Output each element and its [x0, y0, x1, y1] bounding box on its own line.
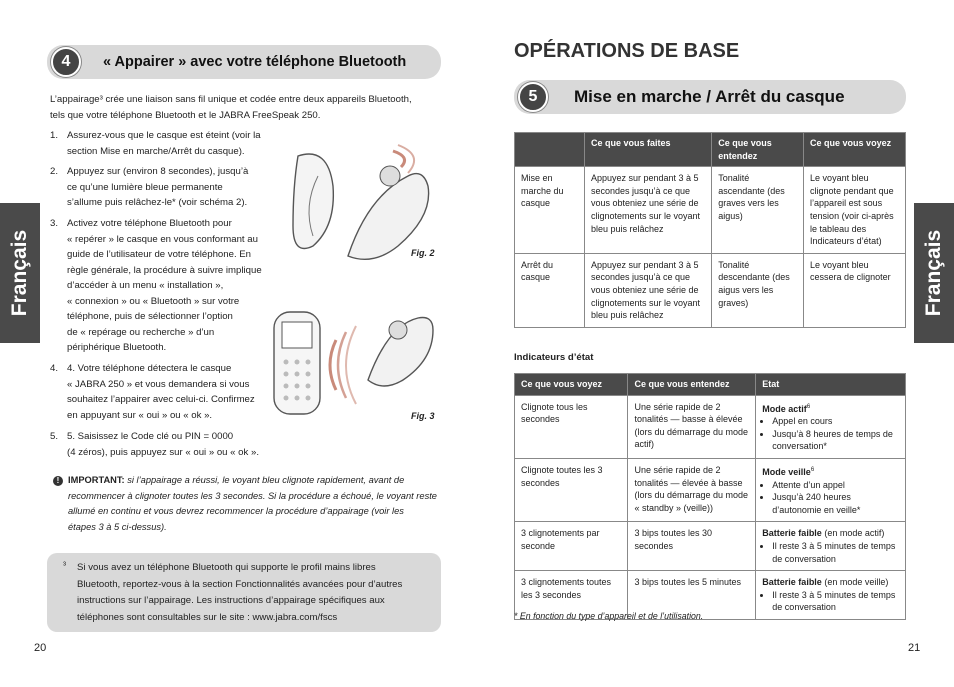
- side-tab-label: Français: [8, 229, 32, 317]
- power-table: [514, 132, 906, 328]
- table-cell: Mode veille$^6$ • Attente d’un appel • Jusqu’à 240 heures d’autonomie en veille*: [756, 458, 906, 521]
- intro-text: L’appairage³ crée une liaison sans fil unique et codée entre deux appareils Bluetooth, tels que votre téléphone Bluetooth et le JABRA FreeSpeak 250.: [50, 94, 412, 121]
- important-icon: !: [53, 476, 63, 486]
- step-number: 1.: [50, 130, 59, 141]
- page-number-right: 21: [908, 642, 921, 654]
- indicators-title: Indicateurs d’état: [514, 352, 594, 363]
- table-cell: Mise en marche du casque: [515, 167, 585, 254]
- table-footnote: * En fonction du type d’appareil et de l’utilisation.: [514, 611, 704, 621]
- table-cell: Appuyez sur pendant 3 à 5 secondes jusqu’à ce que vous obteniez une série de clignotements sur le voyant bleu puis relâchez: [584, 253, 711, 327]
- section-header-4: [47, 45, 441, 79]
- section-header-5: [514, 80, 906, 114]
- table-cell: Le voyant bleu cessera de clignoter: [804, 253, 906, 327]
- important-note: IMPORTANT: si l’appairage a réussi, le voyant bleu clignote rapidement, avant de recommencer à clignoter toutes les 3 secondes. Si la procédure a échoué, le voyant reste allumé en continu et vous devrez recommencer la procédure d’appairage (voir les étapes 3 à 5 ci-dessus).: [68, 475, 437, 532]
- footnote-mark: ³: [63, 560, 66, 570]
- step-text: Appuyez sur (environ 8 secondes), jusqu’à ce qu’une lumière bleue permanente s’allume puis relâchez-le* (voir schéma 2).: [67, 166, 249, 208]
- table-cell: 3 clignotements toutes les 3 secondes: [515, 571, 628, 620]
- section-title: Mise en marche / Arrêt du casque: [574, 87, 845, 106]
- step-number: 3.: [50, 218, 59, 229]
- table-cell: Batterie faible (en mode veille) • Il reste 3 à 5 minutes de temps de conversation: [756, 571, 906, 620]
- page-heading: OPÉRATIONS DE BASE: [514, 40, 740, 62]
- table-row: [515, 395, 906, 458]
- table-header-cell: Ce que vous voyez: [804, 133, 906, 167]
- headset-illustration-fig2: [278, 136, 438, 266]
- indicators-table: [514, 373, 906, 620]
- table-cell: Appuyez sur pendant 3 à 5 secondes jusqu’à ce que vous obteniez une série de clignotements sur le voyant bleu puis relâchez: [584, 167, 711, 254]
- step-number: 2.: [50, 166, 59, 177]
- table-cell: 3 bips toutes les 5 minutes: [628, 571, 756, 620]
- step-number: 4.: [50, 363, 59, 374]
- footnote-text: Si vous avez un téléphone Bluetooth qui supporte le profil mains libres Bluetooth, reportez-vous à la section Fonctionnalités avancées pour d’autres instructions sur l’appairage. Les instructions d’appairage spécifiques aux téléphones sont consultables sur le site : www.jabra.com/fscs: [77, 562, 403, 623]
- table-cell: Une série rapide de 2 tonalités — basse à élevée (lors du démarrage du mode actif): [628, 395, 756, 458]
- side-tab-label: Français: [922, 229, 946, 317]
- table-cell: Mode actif$^6$ • Appel en cours • Jusqu’à 8 heures de temps de conversation*: [756, 395, 906, 458]
- table-header-cell: [515, 133, 585, 167]
- table-cell: Tonalité descendante (des aigus vers les graves): [712, 253, 804, 327]
- step-number: 5.: [50, 431, 59, 442]
- side-tab-right: [914, 203, 954, 343]
- table-cell: Clignote toutes les 3 secondes: [515, 458, 628, 521]
- table-cell: Une série rapide de 2 tonalités — élevée à basse (lors du démarrage du mode « standby » (veille)): [628, 458, 756, 521]
- section-number: 4: [51, 47, 81, 77]
- table-cell: Batterie faible (en mode actif) • Il reste 3 à 5 minutes de temps de conversation: [756, 522, 906, 571]
- table-row: [515, 522, 906, 571]
- table-cell: Tonalité ascendante (des graves vers les aigus): [712, 167, 804, 254]
- page-number-left: 20: [34, 642, 47, 654]
- step-text: 4. Votre téléphone détectera le casque « JABRA 250 » et vous demandera si vous souhaitez l’appairer avec celui-ci. Confirmez en appuyant sur « oui » ou « ok ».: [67, 363, 255, 421]
- section-number: 5: [518, 82, 548, 112]
- step-text: Activez votre téléphone Bluetooth pour « repérer » le casque en vous conformant au guide de l’utilisateur de votre téléphone. En règle générale, la procédure à suivre implique d’accéder à un menu « installation », « connexion » ou « Bluetooth » sur votre téléphone, puis de sélectionner l’option de « repérage ou recherche » d’un périphérique Bluetooth.: [67, 218, 262, 353]
- table-row: [515, 458, 906, 521]
- table-header-cell: Etat: [756, 374, 906, 396]
- table-header-cell: Ce que vous faites: [584, 133, 711, 167]
- table-cell: Arrêt du casque: [515, 253, 585, 327]
- step-text: Assurez-vous que le casque est éteint (voir la section Mise en marche/Arrêt du casque).: [67, 130, 261, 157]
- table-cell: 3 clignotements par seconde: [515, 522, 628, 571]
- table-header-cell: Ce que vous voyez: [515, 374, 628, 396]
- table-cell: Clignote tous les secondes: [515, 395, 628, 458]
- table-header-cell: Ce que vous entendez: [628, 374, 756, 396]
- fig2-caption: Fig. 2: [411, 248, 435, 258]
- table-row: [515, 253, 906, 327]
- table-cell: Le voyant bleu clignote pendant que l’appareil est sous tension (voir ci-après le tableau des Indicateurs d’état): [804, 167, 906, 254]
- step-text: 5. Saisissez le Code clé ou PIN = 0000 (4 zéros), puis appuyez sur « oui » ou « ok ».: [67, 431, 259, 458]
- table-row: [515, 167, 906, 254]
- side-tab-left: [0, 203, 40, 343]
- section-title: « Appairer » avec votre téléphone Bluetooth: [103, 54, 407, 70]
- phone-headset-illustration-fig3: [268, 300, 438, 420]
- table-header-cell: Ce que vous entendez: [712, 133, 804, 167]
- table-cell: 3 bips toutes les 30 secondes: [628, 522, 756, 571]
- fig3-caption: Fig. 3: [411, 411, 435, 421]
